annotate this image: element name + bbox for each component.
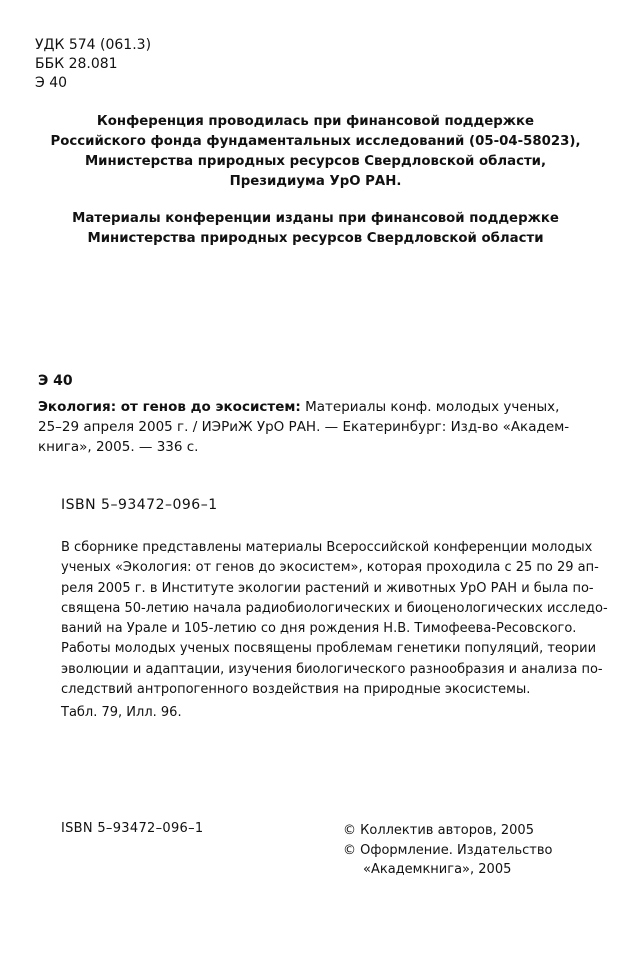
biblio-line-1 — [38, 397, 598, 417]
abstract-line: священа 50-летию начала радиобиологических и биоценологических исследо- — [61, 600, 608, 616]
abstract-line: ваний на Урале и 105-летию со дня рождения Н.В. Тимофеева-Ресовского. — [61, 621, 577, 637]
isbn-top: ISBN 5–93472–096–1 — [61, 497, 218, 513]
catalog-code: Э 40 — [38, 373, 73, 389]
biblio-line-2: 25–29 апреля 2005 г. / ИЭРиЖ УрО РАН. — Екатеринбург: Изд-во «Академ- — [38, 419, 570, 435]
author-code: Э 40 — [35, 75, 68, 91]
biblio-description: Материалы конф. молодых ученых, — [300, 399, 560, 415]
funding-line: Российского фонда фундаментальных исследований (05-04-58023), — [50, 134, 581, 149]
abstract-line: эволюции и адаптации, изучения биологического разнообразия и анализа по- — [61, 661, 603, 677]
funding-line: Конференция проводилась при финансовой поддержке — [96, 114, 535, 129]
abstract-line: ученых «Экология: от генов до экосистем», которая проходила с 25 по 29 ап- — [61, 560, 599, 576]
funding-statement-publication — [20, 209, 611, 249]
biblio-line-3: книга», 2005. — 336 с. — [38, 439, 199, 455]
funding-statement-conference — [20, 112, 611, 192]
funding-line: Материалы конференции изданы при финансовой поддержке — [72, 211, 559, 226]
classification-block — [35, 36, 151, 93]
isbn-bottom: ISBN 5–93472–096–1 — [61, 821, 204, 836]
book-title: Экология: от генов до экосистем: — [38, 399, 301, 415]
bibliographic-record — [38, 397, 598, 457]
funding-line: Президиума УрО РАН. — [229, 174, 402, 189]
tables-illustrations-count: Табл. 79, Илл. 96. — [61, 705, 182, 720]
udk-code: УДК 574 (061.3) — [35, 37, 152, 53]
abstract-line: В сборнике представлены материалы Всероссийской конференции молодых — [61, 540, 593, 555]
copyright-block — [343, 821, 552, 880]
abstract-line: реля 2005 г. в Институте экологии растений и животных УрО РАН и была по- — [61, 580, 594, 596]
copyright-line: © Оформление. Издательство — [343, 842, 553, 858]
abstract-line: Работы молодых ученых посвящены проблемам генетики популяций, теории — [61, 641, 597, 657]
abstract-line: следствий антропогенного воздействия на природные экосистемы. — [61, 682, 531, 698]
funding-line: Министерства природных ресурсов Свердловской области — [87, 231, 544, 246]
copyright-line: © Коллектив авторов, 2005 — [343, 823, 534, 838]
bbk-code: ББК 28.081 — [35, 56, 118, 72]
abstract — [61, 538, 608, 700]
funding-line: Министерства природных ресурсов Свердловской области, — [84, 154, 547, 169]
copyright-line: «Академкнига», 2005 — [363, 862, 512, 877]
